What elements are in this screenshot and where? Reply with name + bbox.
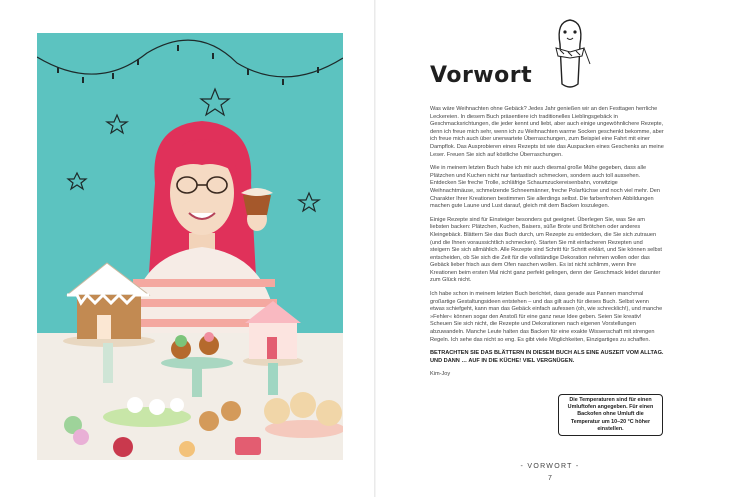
page-number: 7 — [548, 475, 552, 482]
author-signature: Kim-Joy — [430, 371, 451, 378]
ghost-doodle-illustration — [548, 14, 592, 94]
temperature-note-box — [558, 394, 663, 436]
temperature-note-text: Die Temperaturen sind für einen Umluftofen angegeben. Für einen Backofen ohne Umluft die Temperatur um 10–20 °C höher einstellen. — [567, 397, 654, 432]
paragraph-4: Ich habe schon in meinem letzten Buch berichtet, dass gerade aus Pannen manchmal großartige Gestaltungsideen entstehen – und das gilt auch für dieses Buch. Selbst wenn etwas schiefgeht, kann man das Gebäck einfach aufessen (oh, wie schrecklich!), und manche »Fehler« können sogar den Anstoß für eine ganz neue Idee geben. Seien Sie kreativ! Scheuen Sie sich nicht, die Rezepte und Dekorationen nach eigenen Vorstellungen abzuwandeln. Manche Leute halten das Backen für eine exakte Wissenschaft mit strengen Regeln. Ich sehe das nicht so eng. Es gibt viele Möglichkeiten, Einzigartiges zu schaffen. — [430, 291, 663, 343]
running-footer: - VORWORT - — [520, 463, 580, 470]
foreword-text — [430, 106, 664, 385]
paragraph-1: Was wäre Weihnachten ohne Gebäck? Jedes Jahr genießen wir an den Festtagen herrliche Leckereien. In diesem Buch präsentiere ich traditionelles Lieblingsgebäck in Geschmacksrichtungen, die jeder kennt und liebt, aber auch einige ungewöhnlichere Rezepte, denn ich freue mich sehr, wenn ich zu Weihnachten warme Socken geschenkt bekomme, aber ich freue mich auch über unerwartete Überraschungen, zum Beispiel eine Fahrt mit einer Dampflok. Das Ausprobieren eines Rezepts ist wie das Auspacken eines Geschenks an meine Leser. Freuen Sie sich auf köstliche Überraschungen. — [430, 106, 664, 158]
paragraph-2: Wie in meinem letzten Buch habe ich mir auch diesmal große Mühe gegeben, dass alle Plätzchen und Kuchen nicht nur fantastisch schmecken, sondern auch toll aussehen. Entdecken Sie freche Trolle, schläfrige Schaumzuckereisenbahn, vorwitzige Weihnachtmäuse, schmelzende Schneemänner, freche Polarfüchse und noch viel mehr. Den Charakter Ihrer Kreationen bestimmen Sie allerdings selbst. Die farbenfrohen Abbildungen machen gute Laune und Lust darauf, gleich mit dem Backen loszulegen. — [430, 165, 660, 210]
book-gutter — [374, 0, 376, 497]
baking-photo — [37, 33, 343, 460]
paragraph-3: Einige Rezepte sind für Einsteiger besonders gut geeignet. Überlegen Sie, was Sie am liebsten backen: Plätzchen, Kuchen, Baisers, süße Brote und Brötchen oder anderes Kleingebäck. Blättern Sie das Buch durch, um Rezepte zu entdecken, die Sie sich zutrauen (und die Ihnen voraussichtlich schmecken). Starten Sie mit einfacheren Rezepten und steigern Sie sich allmählich. Alle Rezepte sind Schritt für Schritt erklärt, und Sie können selbst entscheiden, ob Sie sich die Zeit für die vollständige Dekoration nehmen wollen oder das Gebäck lieber frisch aus dem Ofen naschen wollen. Es ist nicht schlimm, wenn Ihre Kreationen beim ersten Mal nicht ganz perfekt gelingen, denn der Geschmack leidet darunter zum Glück nicht. — [430, 216, 662, 284]
closing-statement: BETRACHTEN SIE DAS BLÄTTERN IN DIESEM BUCH ALS EINE AUSZEIT VOM ALLTAG. UND DANN … AUF IN DIE KÜCHE! VIEL VERGNÜGEN. — [430, 350, 664, 364]
page-title: Vorwort — [430, 63, 533, 88]
